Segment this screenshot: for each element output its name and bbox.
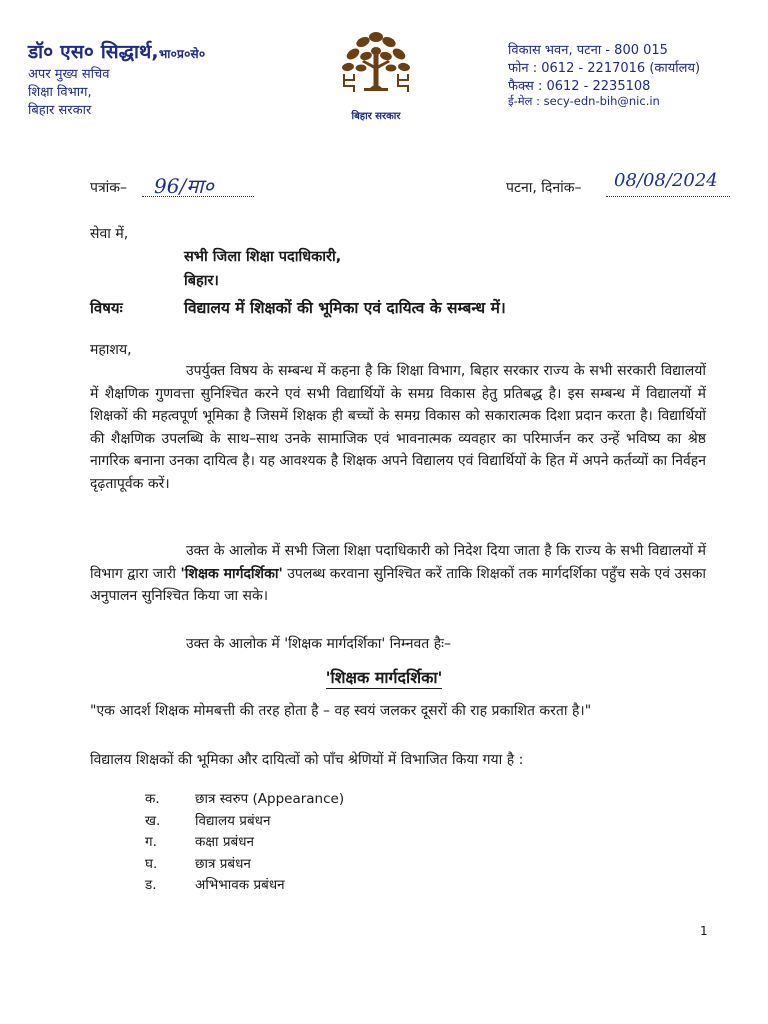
body-paragraph-2-text bbox=[90, 540, 706, 608]
contact-address: विकास भवन, पटना - 800 015 bbox=[508, 43, 668, 58]
list-item-marker: ख. bbox=[145, 812, 161, 829]
paragraph-2-start: उक्त के आलोक में सभी जिला शिक्षा पदाधिकारी को निदेश दिया जाता है कि राज्य के सभी विद्यालयों में विभाग द्वारा जारी bbox=[90, 543, 706, 582]
list-item-text: अभिभावक प्रबंधन bbox=[195, 877, 285, 893]
page-number: 1 bbox=[700, 924, 708, 938]
date-value: 08/08/2024 bbox=[614, 170, 718, 191]
sender-department: शिक्षा विभाग, bbox=[28, 85, 92, 100]
sender-designation: अपर मुख्य सचिव bbox=[28, 67, 110, 82]
sender-government: बिहार सरकार bbox=[28, 103, 92, 118]
date-label: पटना, दिनांक– bbox=[506, 180, 582, 196]
body-paragraph-1 bbox=[90, 360, 706, 495]
salutation: महाशय, bbox=[90, 342, 132, 358]
contact-email: ई-मेल : secy-edn-bih@nic.in bbox=[508, 94, 660, 108]
body-paragraph-2 bbox=[90, 540, 706, 608]
bodhi-tree-emblem-icon bbox=[336, 24, 416, 106]
contact-phone: फोन : 0612 - 2217016 (कार्यालय) bbox=[508, 61, 701, 76]
bihar-government-logo bbox=[336, 24, 416, 122]
guide-intro: विद्यालय शिक्षकों की भूमिका और दायित्वों को पाँच श्रेणियों में विभाजित किया गया है : bbox=[90, 752, 524, 768]
guide-quote: "एक आदर्श शिक्षक मोमबत्ती की तरह होता है – वह स्वयं जलकर दूसरों की राह प्रकाशित करता है।" bbox=[90, 703, 592, 719]
list-item-marker: घ. bbox=[145, 855, 158, 872]
letter-number-label: पत्रांक– bbox=[90, 180, 128, 196]
list-item bbox=[145, 875, 344, 897]
list-item-text: कक्षा प्रबंधन bbox=[195, 834, 255, 850]
paragraph-2-end: उपलब्ध करवाना सुनिश्चित करें ताकि शिक्षकों तक मार्गदर्शिका पहुँच सके एवं उसका अनुपालन सुनिश्चित किया जा सके। bbox=[90, 565, 706, 604]
recipient-line-2: बिहार। bbox=[184, 273, 219, 289]
recipient-salutation: सेवा में, bbox=[90, 226, 129, 242]
list-item bbox=[145, 854, 344, 876]
subject-text: विद्यालय में शिक्षकों की भूमिका एवं दायित्व के सम्बन्ध में। bbox=[184, 299, 506, 317]
list-item bbox=[145, 832, 344, 854]
list-item bbox=[145, 789, 344, 811]
guide-title bbox=[0, 666, 768, 688]
list-item-text: छात्र प्रबंधन bbox=[195, 855, 251, 872]
recipient-line-1: सभी जिला शिक्षा पदाधिकारी, bbox=[184, 249, 342, 265]
list-item-marker: ग. bbox=[145, 834, 157, 850]
logo-caption: बिहार सरकार bbox=[351, 111, 401, 122]
date-dotted-line bbox=[606, 196, 730, 197]
list-item-marker: क. bbox=[145, 791, 160, 807]
list-item-text: छात्र स्वरुप (Appearance) bbox=[195, 791, 345, 807]
sender-name bbox=[28, 38, 205, 64]
body-paragraph-1-text: उपर्युक्त विषय के सम्बन्ध में कहना है कि शिक्षा विभाग, बिहार सरकार राज्य के सभी सरकारी विद्यालयों में शैक्षणिक गुणवत्ता सुनिश्चित करने एवं सभी विद्यार्थियों के समग्र विकास हेतु प्रतिबद्ध है। इस सम्बन्ध में विद्यालयों में शिक्षकों की महत्वपूर्ण भूमिका है जिसमें शिक्षक ही बच्चों के समग्र विकास को सकारात्मक दिशा प्रदान करता है। विद्यार्थियों की शैक्षणिक उपलब्धि के साथ–साथ उनके सामाजिक एवं भावनात्मक व्यवहार का परिमार्जन कर उन्हें भविष्य का श्रेष्ठ नागरिक बनाना उनका दायित्व है। यह आवश्यक है शिक्षक अपने विद्यालय एवं विद्यार्थियों के हित में अपने कर्तव्यों का निर्वहन दृढ़तापूर्वक करें। bbox=[90, 363, 706, 492]
body-paragraph-3-text: उक्त के आलोक में 'शिक्षक मार्गदर्शिका' निम्नवत हैः– bbox=[186, 636, 451, 652]
guide-name-emphasis: 'शिक्षक मार्गदर्शिका' bbox=[180, 565, 283, 582]
contact-fax: फैक्स : 0612 - 2235108 bbox=[508, 79, 651, 94]
letter-number-value: 96/मा० bbox=[154, 174, 214, 198]
sender-name-text: डॉ० एस० सिद्धार्थ, bbox=[28, 41, 159, 63]
list-item-marker: ड. bbox=[145, 877, 157, 893]
list-item bbox=[145, 811, 344, 833]
category-list bbox=[145, 789, 344, 897]
list-item-text: विद्यालय प्रबंधन bbox=[195, 812, 271, 829]
sender-qualification: भा०प्र०से० bbox=[158, 47, 206, 61]
body-paragraph-3 bbox=[90, 633, 706, 656]
subject-label: विषयः bbox=[90, 299, 123, 317]
guide-title-text: 'शिक्षक मार्गदर्शिका' bbox=[325, 668, 443, 687]
